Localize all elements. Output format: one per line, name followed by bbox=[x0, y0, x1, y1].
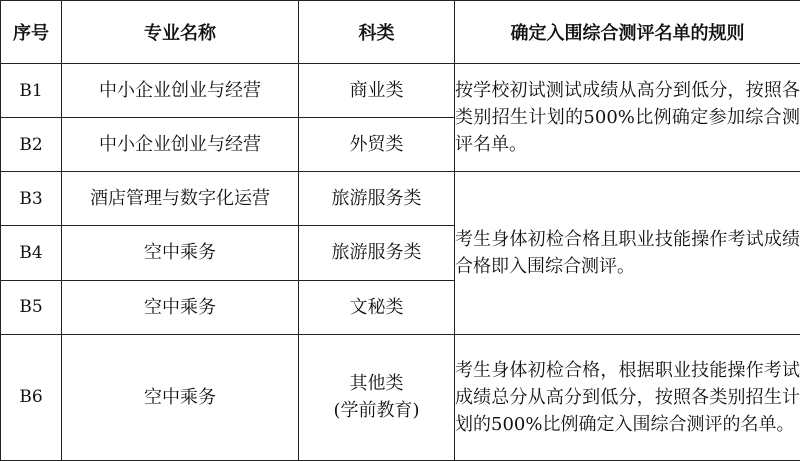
row-id: B2 bbox=[1, 118, 62, 172]
row-category-line1: 其他类 bbox=[349, 373, 404, 395]
table-row bbox=[1, 172, 800, 226]
row-category: 外贸类 bbox=[299, 118, 455, 172]
table-row bbox=[1, 334, 800, 460]
row-category: 旅游服务类 bbox=[299, 172, 455, 226]
row-id: B3 bbox=[1, 172, 62, 226]
table-row bbox=[1, 64, 800, 118]
row-category: 旅游服务类 bbox=[299, 226, 455, 280]
row-major: 中小企业创业与经营 bbox=[62, 118, 299, 172]
row-id: B4 bbox=[1, 226, 62, 280]
row-category: 文秘类 bbox=[299, 280, 455, 334]
rule-group-3: 考生身体初检合格，根据职业技能操作考试成绩总分从高分到低分，按照各类别招生计划的500%比例确定入围综合测评的名单。 bbox=[455, 334, 800, 460]
row-id: B1 bbox=[1, 64, 62, 118]
rule-group-2: 考生身体初检合格且职业技能操作考试成绩合格即入围综合测评。 bbox=[455, 172, 800, 334]
header-rule: 确定入围综合测评名单的规则 bbox=[455, 1, 800, 64]
header-category: 科类 bbox=[299, 1, 455, 64]
row-category bbox=[299, 334, 455, 460]
header-seq: 序号 bbox=[1, 1, 62, 64]
rule-group-1: 按学校初试测试成绩从高分到低分，按照各类别招生计划的500%比例确定参加综合测评名单。 bbox=[455, 64, 800, 172]
row-id: B5 bbox=[1, 280, 62, 334]
row-major: 空中乘务 bbox=[62, 280, 299, 334]
row-category-line2: (学前教育) bbox=[333, 400, 420, 422]
row-major: 空中乘务 bbox=[62, 334, 299, 460]
header-row bbox=[1, 1, 800, 64]
row-major: 空中乘务 bbox=[62, 226, 299, 280]
row-major: 酒店管理与数字化运营 bbox=[62, 172, 299, 226]
row-id: B6 bbox=[1, 334, 62, 460]
header-major: 专业名称 bbox=[62, 1, 299, 64]
row-major: 中小企业创业与经营 bbox=[62, 64, 299, 118]
row-category: 商业类 bbox=[299, 64, 455, 118]
